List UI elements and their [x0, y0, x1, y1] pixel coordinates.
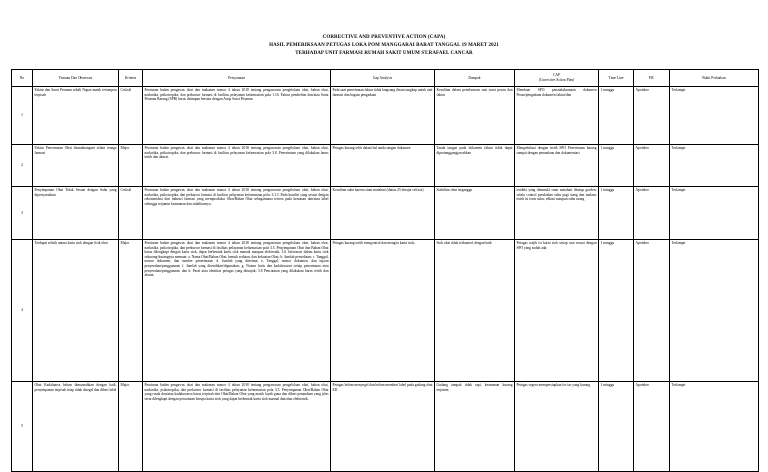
cell-bukti: Terlampir: [670, 240, 759, 382]
cell-pic: Apoteker: [634, 145, 670, 187]
cell-persyaratan: Peraturan badan pengawas obat dan makanan nomor 4 tahun 2018 tentang pengawasan pengelolaan obat, bahan obat, narkotika, psikotropika, dan prekursor farmasi di fasilitas pelayanan kefarmasian pola 3.8. Penerimaan yang dilakukan harus tertib dan akurat.: [143, 145, 331, 187]
cell-dampak: Kesulitan dalam penelusuran saat surat pesan dan faktur: [435, 87, 515, 145]
cell-dampak: Gudang tampak tidak rapi, keamanan kurang terjamin: [435, 382, 515, 472]
capa-table: [11, 69, 759, 472]
cell-no: 2: [12, 145, 33, 187]
cell-dampak: Tanda tangan pada dokumen faktur tidak dapat dipertanggungjawabkan: [435, 145, 515, 187]
cell-cap: Membuat SPO penatalaksanaan dokumen Pesan/pengadaan dokumen faktur/dan: [515, 87, 599, 145]
document-header: [0, 34, 768, 58]
cell-kriteria: Major: [119, 382, 143, 472]
cell-gap: Petugas kurang tertib mengontrol dan mengisi kartu stok;: [331, 240, 435, 382]
cell-time: 1 minggu: [599, 87, 634, 145]
cell-cap: Petugas segera mempersiapkan for tas yang kurang: [515, 382, 599, 472]
col-header-gap: Gap Analysis: [331, 70, 435, 87]
cell-dampak: Stok obat tidak terkontrol dengan baik: [435, 240, 515, 382]
cell-kriteria: Critical: [119, 187, 143, 240]
cell-gap: Kesulitan suhu karena sinar matahari (diatas 25 derajat celcius): [331, 187, 435, 240]
col-header-kriteria: Kriteria: [119, 70, 143, 87]
col-header-cap: [515, 70, 599, 87]
col-header-persyaratan: Persyaratan: [143, 70, 331, 87]
cell-kriteria: Major: [119, 145, 143, 187]
table-row: [12, 87, 759, 145]
cell-persyaratan: Peraturan badan pengawas obat dan makanan nomor 4 tahun 2018 tentang pengawasan pengelolaan obat, bahan obat, narkotika, psikotropika, dan prekursor farmasi di fasilitas pelayanan kefarmasian pola 3.5. Penyimpanan Obat/Bahan Obat yang rusak dan/atau kadaluwarsa harus terpisah dari Obat/Bahan Obat yang masih layak guna dan diberi penandaan yang jelas serta dilengkapi dengan pencatatan berupa kartu stok yang dapat berbentuk kartu stok manual dan/atau elektronik.: [143, 382, 331, 472]
cell-persyaratan: Peraturan badan pengawas obat dan makanan nomor 4 tahun 2018 tentang pengawasan pengelolaan obat, bahan obat, narkotika, psikotropika, dan prekursor farmasi di fasilitas pelayanan kefarmasian pola: 3.1.C Pada kondisi yang sesuai dengan rekomendasi dari industri farmasi yang memproduksi Obat/Bahan Obat sebagaimana tertera pada kemasan dan/atau label sehingga terjamin keamanan dan stabilitasnya.: [143, 187, 331, 240]
table-header-row: [12, 70, 759, 87]
cell-temuan: Terdapat selisih antara kartu stok dengan fisik obat: [33, 240, 119, 382]
table-row: [12, 240, 759, 382]
cell-temuan: Penyimpanan Obat Tidak Sesuai dengan Suhu yang dipersyaratkan: [33, 187, 119, 240]
cell-pic: Apoteker: [634, 87, 670, 145]
cell-gap: Pada saat penerimaan faktur tidak langsung disatu tangkap untuk unit farmasi dan bagian pengadaan: [331, 87, 435, 145]
col-header-time: Time Line: [599, 70, 634, 87]
cell-pic: Apoteker: [634, 240, 670, 382]
cell-time: 1 minggu: [599, 187, 634, 240]
cell-persyaratan: Peraturan badan pengawas obat dan makanan nomor 4 tahun 2018 tentang pengawasan pengelolaan obat, bahan obat, narkotika, psikotropika, dan prekursor farmasi di fasilitas pelayanan kefarmasian pola 1.16. Faktur pembelian dan/atau Surat Pesanan Barang (SPB) harus disimpan bersatu dengan Arsip Surat Pesanan.: [143, 87, 331, 145]
cell-temuan: Obat Kadaluarsa belum dimusnahkan dengan baik, penyimpanan terpisah tetap tidak disegel dan diberi label: [33, 382, 119, 472]
col-header-bukti: Bukti Perbaikan: [670, 70, 759, 87]
cell-pic: Apoteker: [634, 187, 670, 240]
cell-kriteria: Major: [119, 240, 143, 382]
table-row: [12, 187, 759, 240]
cell-no: 1: [12, 87, 33, 145]
cell-time: 1 minggu: [599, 382, 634, 472]
cell-no: 3: [12, 187, 33, 240]
cell-temuan: Faktur Penerimaan Obat ditandatangani selain tenaga farmasi: [33, 145, 119, 187]
cell-gap: Petugas belum menyegel dan belum memberi label pada gudang obat ED: [331, 382, 435, 472]
cell-no: 4: [12, 240, 33, 382]
col-header-no: No: [12, 70, 33, 87]
cell-cap: Mengedukasi dengan tertib SPO Penerimaan barang sampai dengan penandaan dan dokumentasi: [515, 145, 599, 187]
cell-cap: tendela yang dimasuki sinar matahari ditutup gorden; selalu control perubahan suhu pagi siang dan malam; tertib isi form suhu; edkasi maupun suhu ruang: [515, 187, 599, 240]
header-unit: TERHADAP UNIT FARMASI RUMAH SAKIT UMUM ST.RAFAEL CANCAR: [295, 51, 473, 56]
table-row: [12, 382, 759, 472]
cell-bukti: Terlampir: [670, 382, 759, 472]
col-header-pic: PIC: [634, 70, 670, 87]
cell-cap: Petugas wajib isi kartu stok setiap saat sesuai dengan SPO yang sudah ada;: [515, 240, 599, 382]
col-header-dampak: Dampak: [435, 70, 515, 87]
cell-temuan: Faktur dan Surat Pesanan sekali Napza masih tersimpan terpisah: [33, 87, 119, 145]
cell-dampak: Stabilitas obat terganggu: [435, 187, 515, 240]
table-row: [12, 145, 759, 187]
cell-no: 5: [12, 382, 33, 472]
cell-bukti: Terlampir: [670, 145, 759, 187]
col-header-temuan: Temuan Dan Observasi: [33, 70, 119, 87]
cell-gap: Petugas kurang teliti dalam hal tanda tangan dokumen: [331, 145, 435, 187]
cell-persyaratan: Peraturan badan pengawas obat dan makanan nomor 4 tahun 2018 tentang pengawasan pengelolaan obat, bahan obat, narkotika, psikotropika, dan prekursor farmasi di fasilitas pelayanan kefarmasian pola 3.5. Penyimpanan Obat dan Bahan Obat harus dilengkapi dengan kartu stok, dapat berbentuk kartu stok manual maupun elektronik. 3.6. Informasi dalam kartu stok sekurang-kurangnya memuat: a. Nama Obat/Bahan Obat, bentuk sediaan, dan kekuatan Obat; b. Jumlah persediaan; c. Tanggal, nomor dokumen, dan sumber penerimaan; d. Jumlah yang diterima; e. Tanggal, nomor dokumen, dan tujuan penyerahan/penggunaan; f. Jumlah yang diserahkan/digunakan; g. Nomor batis dan kadaluwarsa setiap penerimaan atau penyerahan/penggunaan; dan h. Paraf atau identitas petugas yang ditunjuk; 3.8 Pencatatan yang dilakukan harus tertib dan akurat.: [143, 240, 331, 382]
cell-time: 1 minggu: [599, 240, 634, 382]
header-subtitle: HASIL PEMERIKSAAN PETUGAS LOKA POM MANGGARAI BARAT TANGGAL 19 MARET 2021: [269, 43, 499, 48]
cell-bukti: Terlampir: [670, 87, 759, 145]
cell-bukti: Terlampir: [670, 187, 759, 240]
cell-kriteria: Critical: [119, 87, 143, 145]
cell-time: 1 minggu: [599, 145, 634, 187]
header-title: CORRECTIVE AND PREVENTIVE ACTION (CAPA): [322, 35, 446, 40]
col-header-cap-label: CAP: [553, 73, 560, 78]
col-header-cap-sub: (Corrective Action Plan): [538, 78, 575, 82]
cell-pic: Apoteker: [634, 382, 670, 472]
